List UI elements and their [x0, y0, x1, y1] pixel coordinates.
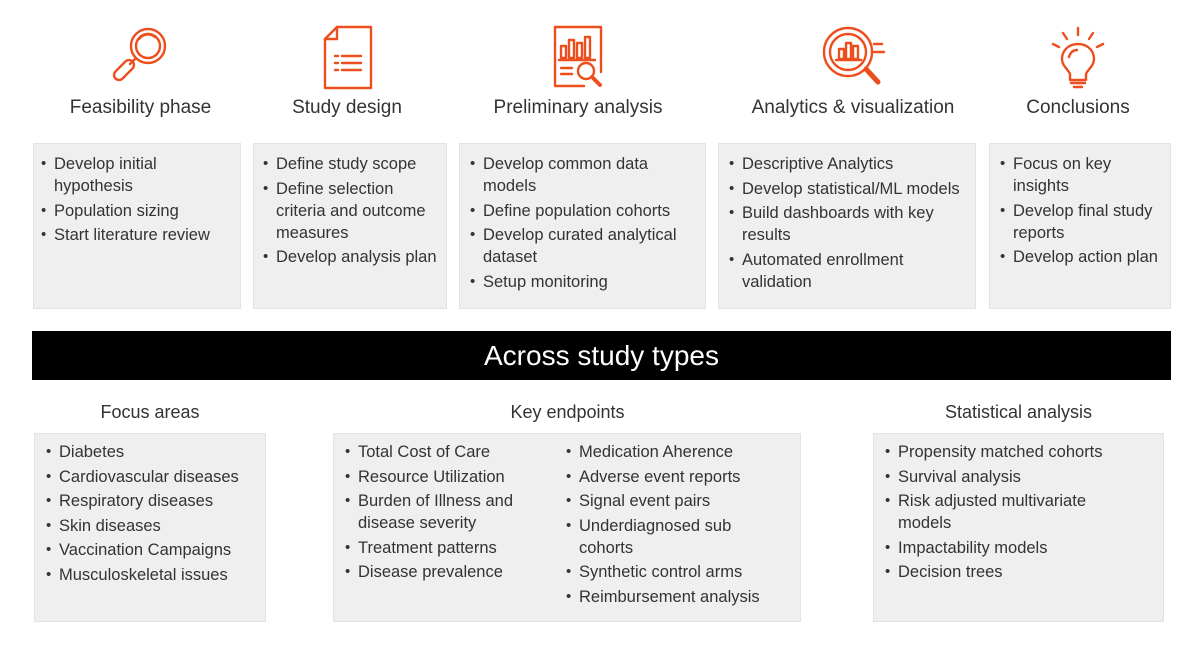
- list-item: • Develop analysis plan: [261, 246, 441, 268]
- focus-areas-box: [34, 433, 266, 622]
- list-item: • Setup monitoring: [468, 271, 700, 293]
- list-item: • Develop curated analytical dataset: [468, 224, 700, 268]
- key-endpoints-title: Key endpoints: [510, 402, 625, 422]
- phase-title: Conclusions: [1026, 97, 1130, 118]
- list-item: • Descriptive Analytics: [727, 153, 972, 175]
- key-endpoints-col1: [343, 441, 543, 586]
- phase-box-study-design: [253, 143, 447, 309]
- list-item: • Define study scope: [261, 153, 441, 175]
- list-item: • Population sizing: [39, 200, 235, 222]
- list-item: • Define population cohorts: [468, 200, 700, 222]
- list-item: • Respiratory diseases: [44, 490, 262, 512]
- list-item: • Diabetes: [44, 441, 262, 463]
- document-icon: [311, 22, 383, 94]
- list-item: • Decision trees: [883, 561, 1158, 583]
- statistical-analysis-box: [873, 433, 1164, 622]
- phase-box-preliminary-analysis: [459, 143, 706, 309]
- list-item: • Treatment patterns: [343, 537, 543, 559]
- report-analysis-icon: [542, 22, 614, 94]
- list-item: • Underdiagnosed sub cohorts: [564, 515, 749, 559]
- list-item: • Define selection criteria and outcome measures: [261, 178, 441, 244]
- list-item: • Automated enrollment validation: [727, 249, 972, 293]
- list-item: • Build dashboards with key results: [727, 202, 972, 246]
- key-endpoints-box: [333, 433, 801, 622]
- chart-magnifier-icon: [816, 22, 888, 94]
- phase-title: Preliminary analysis: [493, 97, 663, 118]
- focus-areas-title: Focus areas: [100, 402, 200, 422]
- list-item: • Cardiovascular diseases: [44, 466, 262, 488]
- list-item: • Impactability models: [883, 537, 1158, 559]
- list-item: • Skin diseases: [44, 515, 262, 537]
- list-item: • Survival analysis: [883, 466, 1158, 488]
- phase-box-analytics: [718, 143, 976, 309]
- list-item: • Focus on key insights: [998, 153, 1165, 197]
- phase-title: Analytics & visualization: [751, 97, 955, 118]
- list-item: • Adverse event reports: [564, 466, 794, 488]
- list-item: • Propensity matched cohorts: [883, 441, 1158, 463]
- list-item: • Start literature review: [39, 224, 235, 246]
- phase-title: Feasibility phase: [69, 97, 212, 118]
- list-item: • Total Cost of Care: [343, 441, 543, 463]
- list-item: • Resource Utilization: [343, 466, 543, 488]
- list-item: • Musculoskeletal issues: [44, 564, 262, 586]
- key-endpoints-col2: [564, 441, 794, 610]
- magnifier-icon: [104, 22, 176, 94]
- list-item: • Develop action plan: [998, 246, 1165, 268]
- list-item: • Synthetic control arms: [564, 561, 794, 583]
- list-item: • Develop final study reports: [998, 200, 1165, 244]
- phase-box-conclusions: [989, 143, 1171, 309]
- phase-title: Study design: [292, 97, 402, 118]
- list-item: • Reimbursement analysis: [564, 586, 794, 608]
- list-item: • Disease prevalence: [343, 561, 543, 583]
- list-item: • Vaccination Campaigns: [44, 539, 262, 561]
- list-item: • Develop statistical/ML models: [727, 178, 972, 200]
- lightbulb-icon: [1042, 22, 1114, 94]
- list-item: • Develop initial hypothesis: [39, 153, 235, 197]
- list-item: • Signal event pairs: [564, 490, 794, 512]
- list-item: • Burden of Illness and disease severity: [343, 490, 543, 534]
- list-item: • Risk adjusted multivariate models: [883, 490, 1118, 534]
- across-study-types-banner: Across study types: [32, 331, 1171, 380]
- list-item: • Medication Aherence: [564, 441, 794, 463]
- statistical-analysis-title: Statistical analysis: [944, 402, 1093, 422]
- list-item: • Develop common data models: [468, 153, 700, 197]
- phase-box-feasibility: [33, 143, 241, 309]
